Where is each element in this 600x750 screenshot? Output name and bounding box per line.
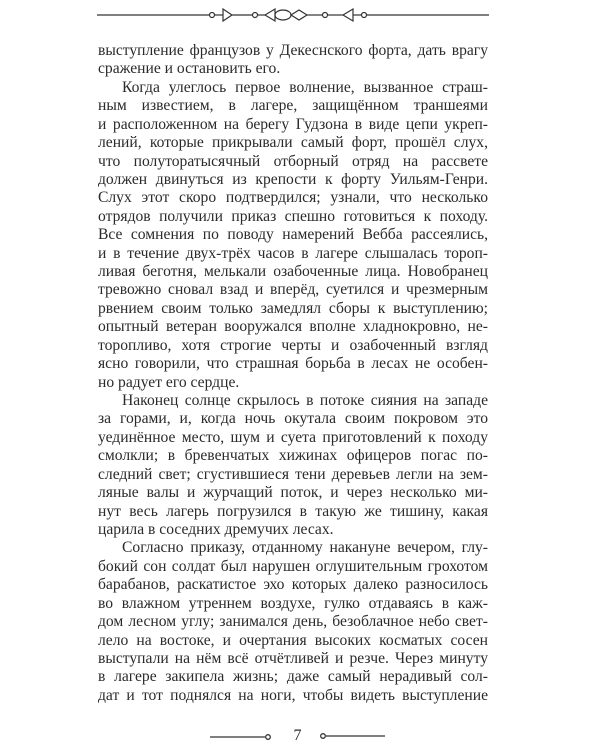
text-line: лело на востоке, и очертания высоких косматых сосен xyxy=(98,631,488,649)
text-line: рвением своим только замедлял сборы к выступлению; xyxy=(98,299,488,317)
text-line: и расположенном на берегу Гудзона в виде цепи укреп- xyxy=(98,115,488,133)
text-line: отрядов получили приказ спешно готовиться к походу. xyxy=(98,207,488,225)
text-line: дат и тот поднялся на ноги, чтобы видеть выступление xyxy=(98,686,488,704)
header-ornament xyxy=(97,6,489,24)
text-line: ливая беготня, мелькали озабоченные лица. Новобранец xyxy=(98,263,488,281)
text-line: ясно говорили, что страшная борьба в лесах не особен- xyxy=(98,355,488,373)
text-line: следний свет; сгустившиеся тени деревьев легли на зем- xyxy=(98,465,488,483)
text-line: выступали на нём всё отчётливей и резче. Через минуту xyxy=(98,649,488,667)
text-line: торопливо, хотя строгие черты и озабоченный взгляд xyxy=(98,336,488,354)
text-line: за горами, и, когда ночь окутала своим покровом это xyxy=(98,410,488,428)
text-line: нут весь лагерь погрузился в такую же тишину, какая xyxy=(98,502,488,520)
text-line: Согласно приказу, отданному накануне вечером, глу- xyxy=(122,539,488,557)
text-line: дом лесном углу; занимался день, безоблачное небо свет- xyxy=(98,613,488,631)
text-line: уединённое место, шум и суета приготовлений к походу xyxy=(98,428,488,446)
text-line: сражение и остановить его. xyxy=(98,60,281,78)
text-line: лений, которые прикрывали самый форт, прошёл слух, xyxy=(98,134,488,152)
text-line: бокий сон солдат был нарушен оглушительным грохотом xyxy=(98,557,488,575)
text-line: что полуторатысячный отборный отряд на рассвете xyxy=(98,152,488,170)
text-line: во влажном утреннем воздухе, гулко отдаваясь в каж- xyxy=(98,594,488,612)
body-text xyxy=(98,42,488,705)
page-number: 7 xyxy=(293,727,302,744)
text-line: должен двинуться из крепости к форту Уильям-Генри. xyxy=(98,170,488,188)
text-line: но радует его сердце. xyxy=(98,373,240,391)
text-line: ляные валы и журчащий поток, и через несколько ми- xyxy=(98,484,488,502)
text-line: тревожно сновал взад и вперёд, суетился и чрезмерным xyxy=(98,281,488,299)
text-line: царила в соседних дремучих лесах. xyxy=(98,520,334,538)
text-line: Когда улеглось первое волнение, вызванное страш- xyxy=(122,78,488,96)
text-line: в лагере закипела жизнь; даже самый нерадивый сол- xyxy=(98,668,488,686)
text-line: Слух этот скоро подтвердился; узнали, что несколько xyxy=(98,189,488,207)
text-line: опытный ветеран вооружался вполне хладнокровно, не- xyxy=(98,318,488,336)
page-footer xyxy=(210,726,385,746)
text-line: ным известием, в лагере, защищённом траншеями xyxy=(98,97,488,115)
text-line: барабанов, раскатистое эхо которых далеко разносилось xyxy=(98,576,488,594)
text-line: Наконец солнце скрылось в потоке сияния на западе xyxy=(122,392,488,410)
text-line: выступление французов у Декеснского форта, дать врагу xyxy=(98,42,488,59)
text-line: и в течение двух-трёх часов в лагере слышалась тороп- xyxy=(98,244,488,262)
text-line: смолкли; в бревенчатых хижинах офицеров погас по- xyxy=(98,447,488,465)
text-line: Все сомнения по поводу намерений Вебба рассеялись, xyxy=(98,226,488,244)
